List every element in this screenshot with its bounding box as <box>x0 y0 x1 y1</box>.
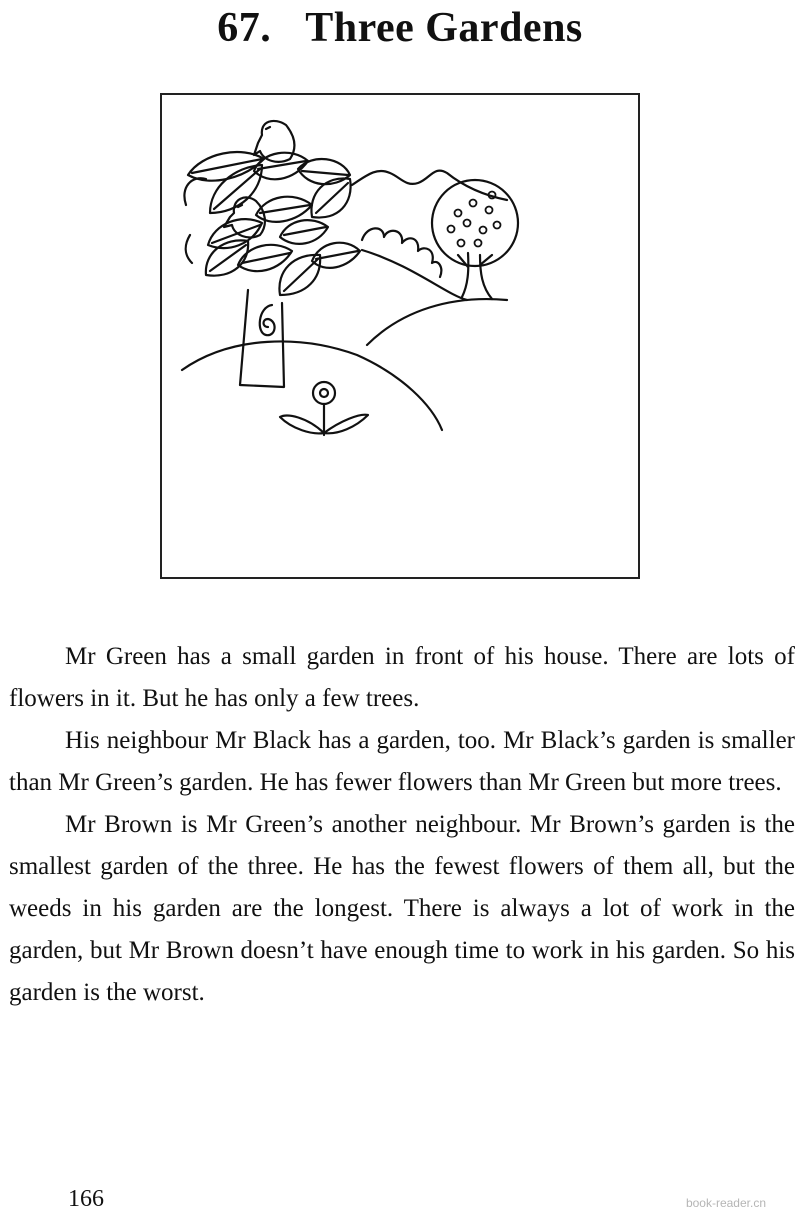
fruit-tree-crown <box>432 180 518 266</box>
lesson-number: 67. <box>217 5 272 51</box>
fruit-tree-trunk <box>458 253 492 299</box>
illustration-frame <box>160 93 640 579</box>
big-tree-trunk <box>240 290 284 387</box>
lesson-title <box>0 2 800 54</box>
story-paragraph: Mr Brown is Mr Green’s another neighbour. Mr Brown’s garden is the smallest garden of the three. He has the fewest flowers of them all, but the weeds in his garden are the longest. There is always a lot of work in the garden, but Mr Brown doesn’t have enough time to work in his garden. So his garden is the worst. <box>9 811 795 1006</box>
page-number: 166 <box>68 1186 104 1212</box>
trunk-knot <box>260 305 275 335</box>
flower-center <box>320 389 328 397</box>
flower-head <box>313 382 335 404</box>
garden-illustration <box>162 95 638 577</box>
story-paragraph: Mr Green has a small garden in front of his house. There are lots of flowers in it. But he has only a few trees. <box>9 643 795 712</box>
near-hill <box>182 341 442 430</box>
mountain-outline <box>352 171 507 200</box>
bush-outline <box>362 228 441 277</box>
story-text <box>9 636 795 1014</box>
right-hill <box>367 299 507 345</box>
story-paragraph: His neighbour Mr Black has a garden, too. Mr Black’s garden is smaller than Mr Green’s garden. He has fewer flowers than Mr Green but more trees. <box>9 727 795 796</box>
lesson-title-text: Three Gardens <box>305 5 583 51</box>
fruit-dots <box>448 192 501 247</box>
far-hill <box>362 250 467 300</box>
watermark: book-reader.cn <box>685 1196 766 1210</box>
big-tree-leaves <box>184 152 360 295</box>
